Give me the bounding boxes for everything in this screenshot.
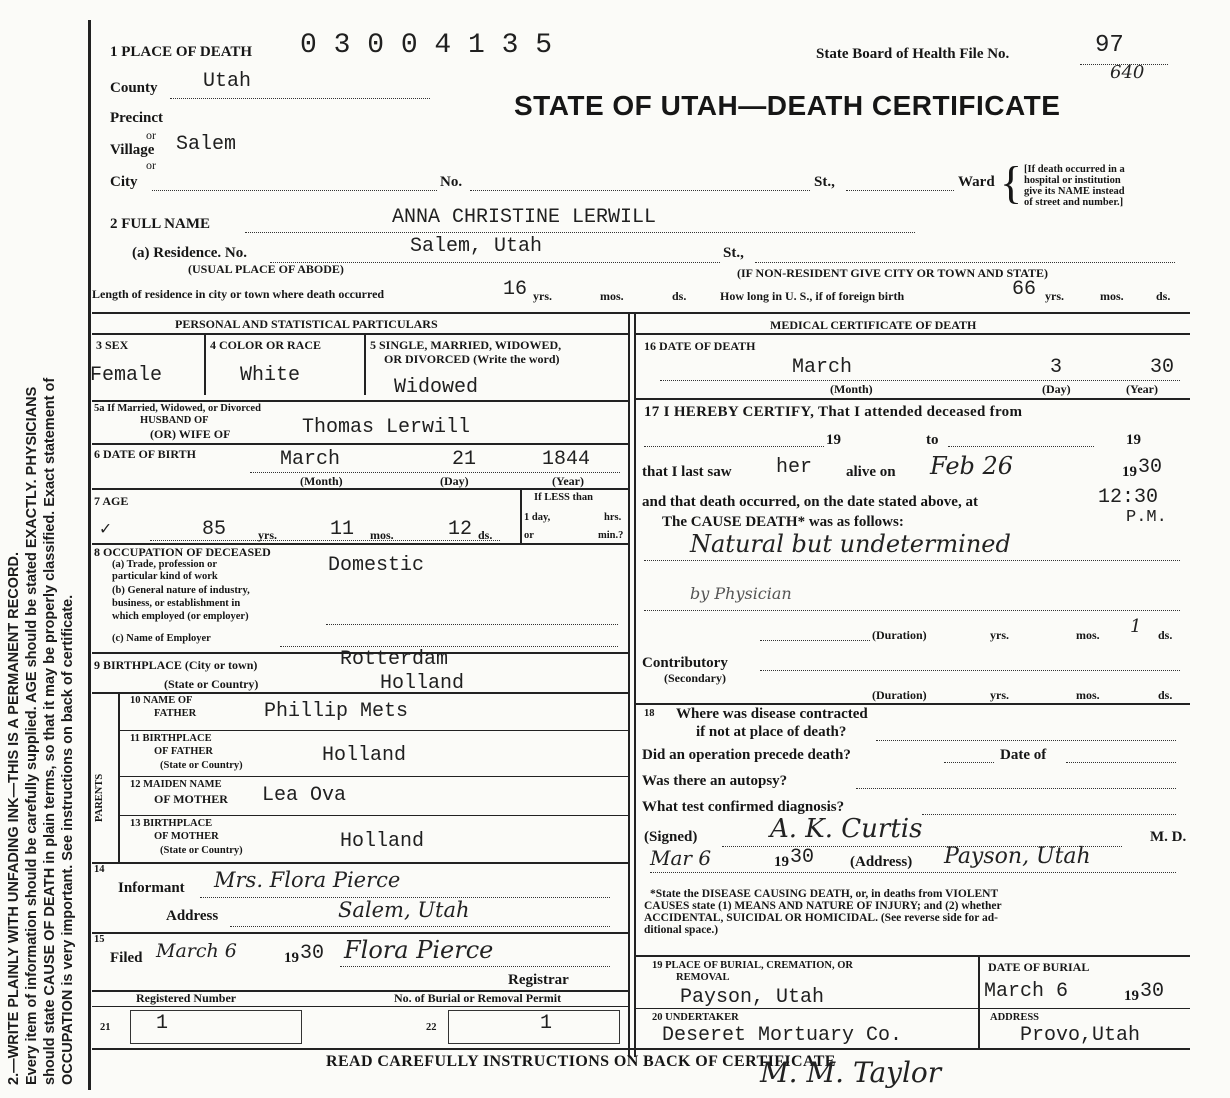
mother-birthplace: Holland bbox=[340, 830, 425, 853]
death-time: 12:30 bbox=[1098, 486, 1159, 509]
spouse-label-2: HUSBAND OF bbox=[140, 415, 209, 426]
occupation-b-3: which employed (or employer) bbox=[112, 611, 249, 622]
dob-month-caption: (Month) bbox=[300, 474, 343, 488]
us-yrs-caption: yrs. bbox=[1045, 289, 1064, 303]
parents-label: PARENTS bbox=[94, 773, 105, 822]
burial-date-label: DATE OF BURIAL bbox=[988, 960, 1090, 974]
last-saw-label: that I last saw bbox=[642, 464, 732, 480]
informant-name: Mrs. Flora Pierce bbox=[214, 868, 401, 892]
dob-year-caption: (Year) bbox=[552, 474, 584, 488]
dob-line bbox=[250, 472, 620, 473]
occupation-b-line bbox=[326, 624, 618, 625]
filed-line bbox=[340, 966, 610, 967]
contributory-line bbox=[760, 670, 1180, 671]
occupation-value: Domestic bbox=[328, 554, 425, 577]
sign-19: 19 bbox=[774, 854, 789, 870]
hospital-note-line-4: of street and number.] bbox=[1024, 197, 1124, 208]
footnote-line-4: ditional space.) bbox=[644, 924, 719, 936]
sign-date-line bbox=[650, 872, 1176, 873]
informant-label: Informant bbox=[118, 880, 185, 896]
last-saw-pronoun: her bbox=[776, 456, 813, 479]
birthplace-state-caption: (State or Country) bbox=[164, 677, 259, 691]
birthplace-label: 9 BIRTHPLACE (City or town) bbox=[94, 658, 258, 672]
medical-rule-3 bbox=[634, 955, 1190, 957]
dob-day-caption: (Day) bbox=[440, 474, 469, 488]
instructions-sidebar bbox=[0, 0, 92, 1098]
disease-where-label-1: Where was disease contracted bbox=[676, 706, 868, 722]
birthplace-country: Holland bbox=[380, 672, 465, 695]
duration-yrs-2: yrs. bbox=[990, 688, 1009, 702]
ward-line bbox=[846, 190, 954, 191]
cause-line-2 bbox=[644, 610, 1180, 611]
age-line bbox=[150, 540, 500, 541]
mother-birth-label-2: OF MOTHER bbox=[154, 831, 219, 842]
place-of-death-label: 1 PLACE OF DEATH bbox=[110, 44, 253, 60]
father-birth-label-2: OF FATHER bbox=[154, 746, 214, 757]
mother-label-2: OF MOTHER bbox=[154, 792, 228, 806]
residence-label: (a) Residence. No. bbox=[132, 245, 247, 261]
row-rule-1 bbox=[92, 400, 628, 402]
age-yrs-caption: yrs. bbox=[258, 528, 277, 542]
operation-date-label: Date of bbox=[1000, 747, 1047, 763]
autopsy-line bbox=[856, 788, 1176, 789]
duration-ds-1: ds. bbox=[1158, 628, 1173, 642]
parent-rule-1 bbox=[118, 730, 628, 731]
filed-label: Filed bbox=[110, 950, 143, 966]
min-label: min.? bbox=[598, 530, 624, 541]
alive-on-label: alive on bbox=[846, 464, 896, 480]
frame-top bbox=[92, 312, 1190, 314]
marital-value: Widowed bbox=[394, 376, 479, 399]
city-no-label: No. bbox=[440, 174, 463, 190]
undertaker-name: Deseret Mortuary Co. bbox=[662, 1024, 903, 1047]
filed-signature: Flora Pierce bbox=[344, 936, 494, 964]
marital-label-1: 5 SINGLE, MARRIED, WIDOWED, bbox=[370, 338, 562, 352]
filed-19: 19 bbox=[284, 950, 299, 966]
hrs-label: hrs. bbox=[604, 512, 622, 523]
serial-number: 0 3 0 0 4 1 3 5 bbox=[300, 30, 553, 61]
father-birth-label-1: 11 BIRTHPLACE bbox=[130, 733, 212, 744]
filed-date: March 6 bbox=[156, 940, 237, 962]
burial-permit-box bbox=[448, 1010, 620, 1044]
occupation-a-2: particular kind of work bbox=[112, 571, 218, 582]
hospital-note-line-3: give its NAME instead bbox=[1024, 186, 1125, 197]
dob-month: March bbox=[280, 448, 341, 471]
file-no-handwritten: 640 bbox=[1110, 62, 1145, 83]
marital-label-2: OR DIVORCED (Write the word) bbox=[384, 352, 560, 366]
race-divider bbox=[364, 333, 366, 395]
father-name: Phillip Mets bbox=[264, 700, 409, 723]
length-residence-label: Length of residence in city or town where death occurred bbox=[92, 287, 385, 301]
row-rule-10 bbox=[92, 1006, 628, 1007]
race-value: White bbox=[240, 364, 301, 387]
operation-date-line bbox=[1066, 762, 1176, 763]
occupation-label: 8 OCCUPATION OF DECEASED bbox=[94, 545, 271, 559]
alive-on-date: Feb 26 bbox=[930, 452, 1014, 480]
length-mos-caption: mos. bbox=[600, 289, 624, 303]
full-name-label: 2 FULL NAME bbox=[110, 216, 211, 232]
test-line bbox=[922, 814, 1176, 815]
county-label: County bbox=[110, 80, 158, 96]
duration-ds-2: ds. bbox=[1158, 688, 1173, 702]
sidebar-line-1: 2.—WRITE PLAINLY WITH UNFADING INK—THIS IS A PERMANENT RECORD. bbox=[6, 551, 22, 1085]
us-residence-label: How long in U. S., if of foreign birth bbox=[720, 289, 905, 303]
full-name-value: ANNA CHRISTINE LERWILL bbox=[392, 206, 657, 229]
death-day: 3 bbox=[1050, 356, 1063, 379]
burial-date-19: 19 bbox=[1124, 988, 1139, 1004]
burial-place-label-1: 19 PLACE OF BURIAL, CREMATION, OR bbox=[652, 960, 853, 971]
length-yrs-caption: yrs. bbox=[533, 289, 552, 303]
file-no-label: State Board of Health File No. bbox=[816, 46, 1010, 62]
medical-title-rule bbox=[634, 333, 1190, 335]
sign-date: Mar 6 bbox=[650, 846, 712, 870]
burial-date: March 6 bbox=[984, 980, 1069, 1003]
sign-year: 30 bbox=[790, 846, 815, 869]
footer-instructions: READ CAREFULLY INSTRUCTIONS ON BACK OF CERTIFICATE bbox=[326, 1053, 836, 1070]
certificate-title: STATE OF UTAH—DEATH CERTIFICATE bbox=[514, 90, 1061, 121]
sex-label: 3 SEX bbox=[96, 338, 129, 352]
parent-rule-3 bbox=[118, 815, 628, 816]
undertaker-address: Provo,Utah bbox=[1020, 1024, 1141, 1047]
spouse-value: Thomas Lerwill bbox=[302, 416, 471, 439]
medical-rule-2 bbox=[634, 703, 1190, 705]
attended-from-line bbox=[644, 446, 824, 447]
length-residence-yrs: 16 bbox=[503, 278, 528, 301]
personal-section-title: PERSONAL AND STATISTICAL PARTICULARS bbox=[175, 317, 438, 331]
footnote-line-2: CAUSES state (1) MEANS AND NATURE OF INJURY; and (2) whether bbox=[644, 900, 1002, 912]
burial-place-label-2: REMOVAL bbox=[676, 972, 730, 983]
age-label: 7 AGE bbox=[94, 494, 129, 508]
row-rule-3 bbox=[92, 488, 628, 490]
hospital-note bbox=[1024, 164, 1125, 208]
death-ampm: P.M. bbox=[1126, 508, 1167, 527]
md-label: M. D. bbox=[1150, 829, 1187, 845]
one-day-label: 1 day, bbox=[524, 512, 551, 523]
row-rule-2 bbox=[92, 443, 628, 445]
death-day-caption: (Day) bbox=[1042, 382, 1071, 396]
duration-line-1 bbox=[760, 640, 870, 641]
item-18: 18 bbox=[644, 708, 655, 719]
death-month: March bbox=[792, 356, 853, 379]
death-occurred-label: and that death occurred, on the date stated above, at bbox=[642, 494, 978, 510]
cause-label: The CAUSE DEATH* was as follows: bbox=[662, 514, 904, 530]
city-label: City bbox=[110, 174, 138, 190]
attended-19-a: 19 bbox=[826, 432, 841, 448]
spouse-label-3: (OR) WIFE OF bbox=[150, 427, 231, 441]
mother-name: Lea Ova bbox=[262, 784, 347, 807]
father-label-2: FATHER bbox=[154, 708, 197, 719]
hospital-note-line-1: [If death occurred in a bbox=[1024, 164, 1125, 175]
parent-rule-2 bbox=[118, 776, 628, 777]
or-label-1: or bbox=[146, 128, 156, 142]
operation-line bbox=[944, 762, 994, 763]
duration-yrs-1: yrs. bbox=[990, 628, 1009, 642]
residence-value: Salem, Utah bbox=[410, 235, 543, 258]
cause-of-death: Natural but undetermined bbox=[690, 530, 1011, 558]
date-of-death-label: 16 DATE OF DEATH bbox=[644, 339, 756, 353]
sidebar-line-4: OCCUPATION is very important. See instructions on back of certificate. bbox=[60, 594, 76, 1085]
undertaker-label: 20 UNDERTAKER bbox=[652, 1012, 739, 1023]
county-value: Utah bbox=[203, 70, 252, 93]
item-15: 15 bbox=[94, 934, 105, 945]
residence-st-label: St., bbox=[723, 245, 744, 261]
frame-bottom bbox=[92, 1048, 1190, 1050]
spouse-label-1: 5a If Married, Widowed, or Divorced bbox=[94, 403, 261, 414]
father-birth-label-3: (State or Country) bbox=[160, 760, 243, 771]
operation-label: Did an operation precede death? bbox=[642, 747, 851, 763]
signed-label: (Signed) bbox=[644, 829, 698, 845]
autopsy-label: Was there an autopsy? bbox=[642, 773, 788, 789]
test-label: What test confirmed diagnosis? bbox=[642, 799, 845, 815]
less-label: If LESS than bbox=[534, 492, 593, 503]
sidebar-line-3: should state CAUSE OF DEATH in plain terms, so that it may be properly classified. Exact statement of bbox=[42, 377, 58, 1085]
dob-label: 6 DATE OF BIRTH bbox=[94, 447, 196, 461]
filed-year: 30 bbox=[300, 942, 325, 965]
sign-address-label: (Address) bbox=[850, 854, 913, 870]
ward-label: Ward bbox=[958, 174, 995, 190]
informant-address-line bbox=[230, 926, 610, 927]
employer-line bbox=[280, 646, 618, 647]
medical-rule-4 bbox=[634, 1008, 1190, 1009]
mother-birth-label-1: 13 BIRTHPLACE bbox=[130, 818, 213, 829]
age-days: 12 bbox=[448, 518, 473, 541]
full-name-line bbox=[245, 232, 915, 233]
sex-divider bbox=[204, 333, 206, 395]
informant-address-label: Address bbox=[166, 908, 219, 924]
row-rule-7 bbox=[92, 862, 628, 864]
sign-address: Payson, Utah bbox=[944, 844, 1091, 869]
row-rule-6 bbox=[92, 692, 628, 694]
contributory-label: Contributory bbox=[642, 655, 728, 671]
registered-number: 1 bbox=[156, 1012, 169, 1035]
mother-birth-label-3: (State or Country) bbox=[160, 845, 243, 856]
cause-line-1 bbox=[644, 560, 1180, 561]
undertaker-signature: M. M. Taylor bbox=[760, 1056, 942, 1089]
county-line bbox=[170, 98, 430, 99]
death-year: 30 bbox=[1150, 356, 1175, 379]
secondary-caption: (Secondary) bbox=[664, 671, 726, 685]
death-month-caption: (Month) bbox=[830, 382, 873, 396]
informant-address: Salem, Utah bbox=[338, 898, 470, 922]
physician-signature: A. K. Curtis bbox=[770, 814, 923, 844]
age-mos-caption: mos. bbox=[370, 528, 394, 542]
item-21: 21 bbox=[100, 1022, 111, 1033]
dob-year: 1844 bbox=[542, 448, 591, 471]
burial-date-year: 30 bbox=[1140, 980, 1165, 1003]
death-date-line bbox=[660, 380, 1180, 381]
burial-divider bbox=[978, 955, 980, 1048]
attended-to-label: to bbox=[926, 432, 939, 448]
precinct-label: Precinct bbox=[110, 110, 164, 126]
village-value: Salem bbox=[176, 133, 237, 156]
alive-19: 19 bbox=[1122, 464, 1137, 480]
occupation-a-1: (a) Trade, profession or bbox=[112, 559, 217, 570]
age-divider bbox=[520, 488, 522, 543]
age-check: ✓ bbox=[100, 520, 111, 540]
center-divider-2 bbox=[634, 312, 636, 1057]
duration-label-1: (Duration) bbox=[872, 628, 927, 642]
registered-number-label: Registered Number bbox=[136, 991, 237, 1005]
medical-rule-1 bbox=[634, 398, 1190, 400]
footnote-line-3: ACCIDENTAL, SUICIDAL OR HOMICIDAL. (See reverse side for ad- bbox=[644, 912, 998, 924]
duration-days-1-value: 1 bbox=[1130, 616, 1142, 637]
occupation-b-1: (b) General nature of industry, bbox=[112, 585, 250, 596]
dob-day: 21 bbox=[452, 448, 477, 471]
us-mos-caption: mos. bbox=[1100, 289, 1124, 303]
burial-permit-number: 1 bbox=[540, 1012, 553, 1035]
duration-mos-1: mos. bbox=[1076, 628, 1100, 642]
medical-section-title: MEDICAL CERTIFICATE OF DEATH bbox=[770, 318, 977, 332]
village-label: Village bbox=[110, 142, 155, 158]
burial-place: Payson, Utah bbox=[680, 986, 825, 1009]
burial-permit-label: No. of Burial or Removal Permit bbox=[394, 991, 562, 1005]
us-residence-yrs: 66 bbox=[1012, 278, 1037, 301]
undertaker-address-label: ADDRESS bbox=[990, 1012, 1040, 1023]
item-14: 14 bbox=[94, 864, 105, 875]
city-st-label: St., bbox=[814, 174, 835, 190]
sidebar-line-2: Every item of information should be carefully supplied. AGE should be stated EXACTLY. PHYSICIANS bbox=[24, 386, 40, 1085]
city-line bbox=[152, 190, 437, 191]
file-no: 97 bbox=[1095, 32, 1124, 59]
left-border bbox=[88, 20, 91, 1090]
duration-label-2: (Duration) bbox=[872, 688, 927, 702]
attended-to-line bbox=[948, 446, 1094, 447]
occupation-c: (c) Name of Employer bbox=[112, 633, 211, 644]
race-label: 4 COLOR OR RACE bbox=[210, 338, 322, 352]
hospital-note-line-2: hospital or institution bbox=[1024, 175, 1121, 186]
personal-title-rule bbox=[92, 333, 628, 335]
footnote bbox=[644, 888, 1002, 936]
disease-where-line bbox=[876, 740, 1176, 741]
cause-of-death-note: by Physician bbox=[690, 584, 792, 603]
mother-label-1: 12 MAIDEN NAME bbox=[130, 779, 222, 790]
certify-label: 17 I HEREBY CERTIFY, That I attended deceased from bbox=[644, 404, 1023, 420]
residence-st-line bbox=[755, 262, 1175, 263]
age-ds-caption: ds. bbox=[478, 528, 493, 542]
age-months: 11 bbox=[330, 518, 355, 541]
nonresident-caption: (IF NON-RESIDENT GIVE CITY OR TOWN AND STATE) bbox=[737, 266, 1049, 280]
or-label-2: or bbox=[146, 158, 156, 172]
item-22: 22 bbox=[426, 1022, 437, 1033]
birthplace-city: Rotterdam bbox=[340, 648, 449, 671]
street-line bbox=[470, 190, 810, 191]
or-label: or bbox=[524, 530, 534, 541]
hospital-brace: { bbox=[1000, 157, 1023, 208]
usual-abode-caption: (USUAL PLACE OF ABODE) bbox=[188, 262, 344, 276]
death-year-caption: (Year) bbox=[1126, 382, 1158, 396]
row-rule-8 bbox=[92, 932, 628, 934]
father-birthplace: Holland bbox=[322, 744, 407, 767]
footnote-line-1: *State the DISEASE CAUSING DEATH, or, in deaths from VIOLENT bbox=[650, 888, 999, 900]
age-years: 85 bbox=[202, 518, 227, 541]
us-ds-caption: ds. bbox=[1156, 289, 1171, 303]
center-divider bbox=[628, 312, 630, 1057]
duration-mos-2: mos. bbox=[1076, 688, 1100, 702]
father-label-1: 10 NAME OF bbox=[130, 695, 193, 706]
occupation-b-2: business, or establishment in bbox=[112, 598, 241, 609]
attended-19-b: 19 bbox=[1126, 432, 1141, 448]
length-ds-caption: ds. bbox=[672, 289, 687, 303]
sex-value: Female bbox=[90, 364, 163, 387]
parents-divider bbox=[118, 692, 120, 862]
disease-where-label-2: if not at place of death? bbox=[696, 724, 847, 740]
alive-year: 30 bbox=[1138, 456, 1163, 479]
registrar-label: Registrar bbox=[508, 972, 569, 988]
